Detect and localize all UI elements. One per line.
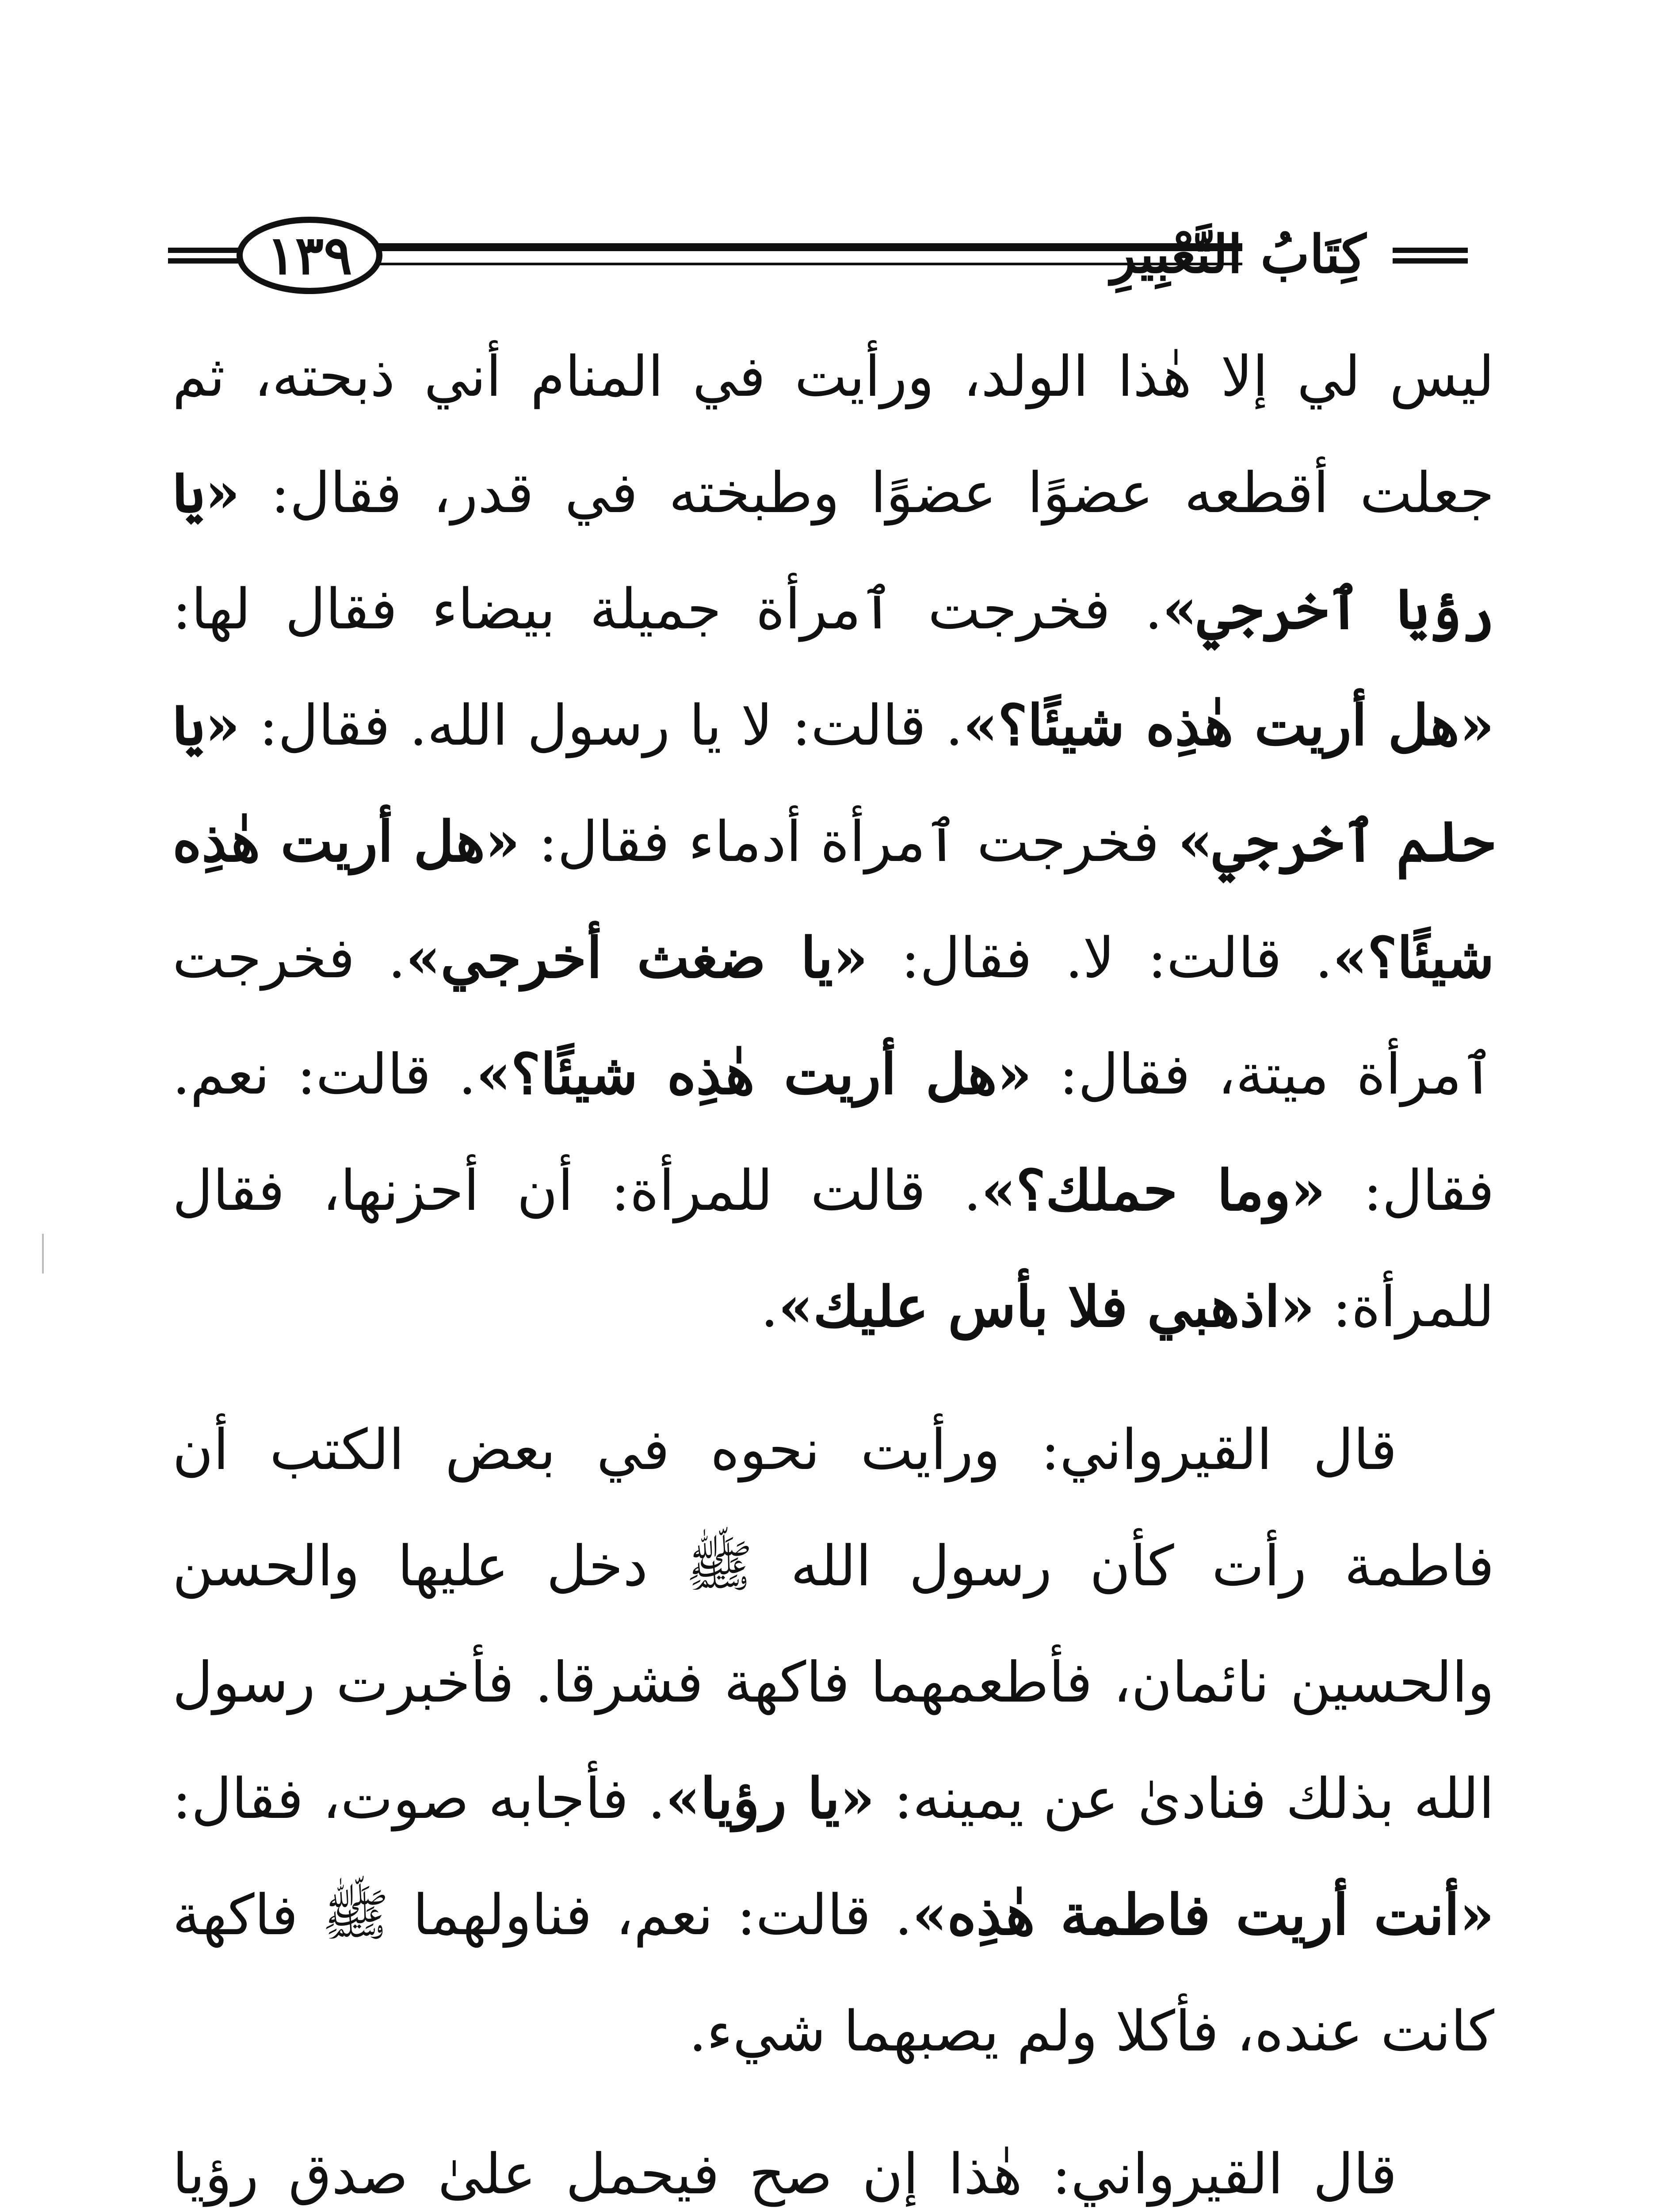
header-rule-right bbox=[1393, 248, 1468, 264]
header-rule-left bbox=[168, 248, 245, 264]
quoted-speech: «يا ضغث أخرجي» bbox=[405, 925, 868, 991]
paragraph-p3 bbox=[172, 2116, 1494, 2211]
quoted-speech: «هل أريت هٰذِه شيئًا؟» bbox=[172, 809, 1495, 991]
paragraph-p2 bbox=[172, 1392, 1494, 2089]
text-run: . قالت: لا. فقال: bbox=[868, 926, 1333, 991]
text-run: قال القيرواني: ورأيت نحوه في بعض الكتب أن فاطمة رأت كأن رسول الله ﷺ دخل عليها والحسن والحسين نائمان، فأطعمهما فاكهة فشرقا. فأخبرت رسول الله بذلك فنادىٰ عن يمينه: bbox=[172, 1417, 1494, 1831]
text-run: . bbox=[760, 1274, 779, 1339]
page-header bbox=[168, 212, 1468, 301]
quoted-speech: «يا رؤيا ٱخرجي» bbox=[172, 460, 1495, 642]
text-run: ليس لي إلا هٰذا الولد، ورأيت في المنام أني ذبحته، ثم جعلت أقطعه عضوًا عضوًا وطبخته في قدر، فقال: bbox=[172, 344, 1494, 525]
page-number: ١٣٩ bbox=[237, 217, 382, 294]
paragraph-p1 bbox=[172, 318, 1494, 1365]
text-run: . قالت للمرأة: أن أحزنها، فقال للمرأة: bbox=[172, 1158, 1494, 1339]
text-run: فخرجت ٱمرأة أدماء فقال: bbox=[520, 809, 1178, 874]
text-run: . قالت: لا يا رسول الله. فقال: bbox=[240, 693, 963, 758]
quoted-speech: «هل أريت هٰذِه شيئًا؟» bbox=[476, 1041, 1032, 1107]
body-text bbox=[172, 318, 1494, 2211]
text-run: . فأجابه صوت، فقال: bbox=[172, 1766, 666, 1831]
quoted-speech: «أنت أريت فاطمة هٰذِه» bbox=[912, 1882, 1495, 1947]
text-run: . فخرجت ٱمرأة جميلة بيضاء فقال لها: bbox=[172, 577, 1163, 642]
margin-mark bbox=[42, 1234, 44, 1274]
text-run: قال القيرواني: هٰذا إن صح فيحمل علىٰ صدق رؤيا bbox=[172, 2142, 1397, 2207]
quoted-speech: «وما حملك؟» bbox=[981, 1158, 1326, 1223]
quoted-speech: «يا حلم ٱخرجي» bbox=[172, 692, 1494, 874]
text-run: . فخرجت ٱمرأة ميتة، فقال: bbox=[172, 926, 1495, 1107]
quoted-speech: «يا رؤيا» bbox=[665, 1766, 875, 1831]
running-title: كِتَابُ التَّعْبِيرِ bbox=[1111, 223, 1366, 285]
text-run: . قالت: نعم. فقال: bbox=[172, 1042, 1494, 1223]
text-run: . قالت: نعم، فناولهما ﷺ فاكهة كانت عنده، فأكلا ولم يصبهما شيء. bbox=[172, 1882, 1494, 2064]
quoted-speech: «اذهبي فلا بأس عليك» bbox=[778, 1274, 1315, 1339]
quoted-speech: «هل أريت هٰذِه شيئًا؟» bbox=[963, 692, 1495, 758]
paragraphs-before-section bbox=[172, 318, 1494, 2211]
